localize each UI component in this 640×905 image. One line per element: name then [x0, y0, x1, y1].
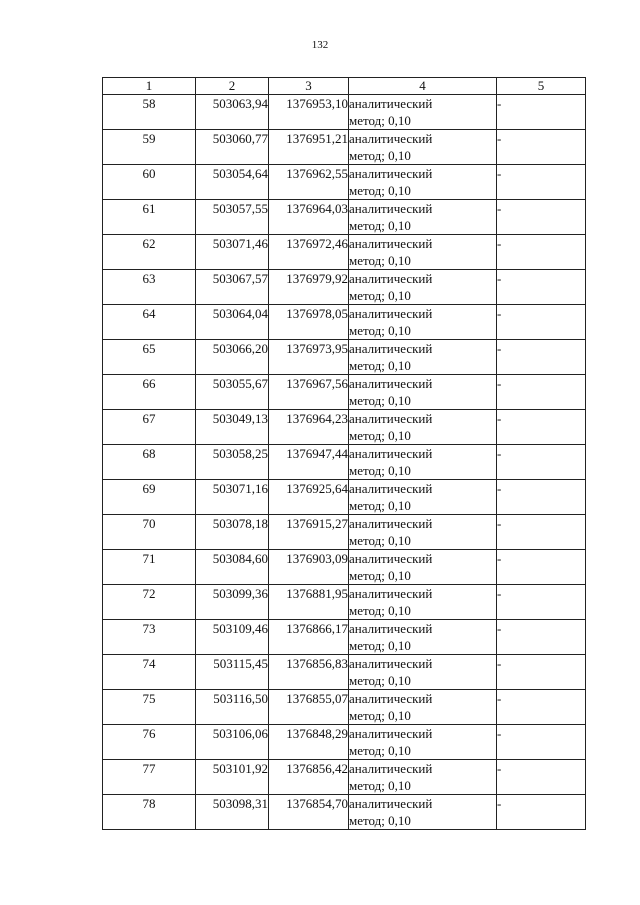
table-row [103, 620, 586, 655]
method-cell [349, 95, 497, 130]
x-coordinate-cell: 503116,50 [196, 690, 269, 725]
note-cell: - [497, 340, 586, 375]
point-number-cell: 72 [103, 585, 196, 620]
note-cell: - [497, 690, 586, 725]
table-row [103, 410, 586, 445]
method-line-1: аналитический [349, 376, 433, 391]
x-coordinate-cell: 503058,25 [196, 445, 269, 480]
method-cell [349, 480, 497, 515]
y-coordinate-cell: 1376915,27 [269, 515, 349, 550]
x-coordinate-cell: 503071,16 [196, 480, 269, 515]
y-coordinate-cell: 1376951,21 [269, 130, 349, 165]
table-row [103, 480, 586, 515]
y-coordinate-cell: 1376866,17 [269, 620, 349, 655]
y-coordinate-cell: 1376979,92 [269, 270, 349, 305]
method-line-2: метод; 0,10 [349, 533, 411, 548]
method-line-2: метод; 0,10 [349, 253, 411, 268]
table-row [103, 165, 586, 200]
method-line-1: аналитический [349, 691, 433, 706]
point-number-cell: 62 [103, 235, 196, 270]
point-number-cell: 70 [103, 515, 196, 550]
method-line-1: аналитический [349, 446, 433, 461]
method-line-1: аналитический [349, 516, 433, 531]
x-coordinate-cell: 503078,18 [196, 515, 269, 550]
table-body [103, 95, 586, 830]
x-coordinate-cell: 503084,60 [196, 550, 269, 585]
y-coordinate-cell: 1376925,64 [269, 480, 349, 515]
y-coordinate-cell: 1376855,07 [269, 690, 349, 725]
note-cell: - [497, 585, 586, 620]
point-number-cell: 66 [103, 375, 196, 410]
table-row [103, 690, 586, 725]
table-row [103, 585, 586, 620]
method-cell [349, 235, 497, 270]
method-line-1: аналитический [349, 551, 433, 566]
method-line-1: аналитический [349, 201, 433, 216]
coordinates-table [102, 77, 586, 830]
x-coordinate-cell: 503049,13 [196, 410, 269, 445]
method-cell [349, 130, 497, 165]
column-header-1: 1 [103, 78, 196, 95]
table-row [103, 445, 586, 480]
method-cell [349, 795, 497, 830]
table-row [103, 200, 586, 235]
table-row [103, 760, 586, 795]
x-coordinate-cell: 503099,36 [196, 585, 269, 620]
y-coordinate-cell: 1376947,44 [269, 445, 349, 480]
note-cell: - [497, 200, 586, 235]
point-number-cell: 71 [103, 550, 196, 585]
y-coordinate-cell: 1376962,55 [269, 165, 349, 200]
method-line-2: метод; 0,10 [349, 813, 411, 828]
note-cell: - [497, 375, 586, 410]
point-number-cell: 59 [103, 130, 196, 165]
point-number-cell: 67 [103, 410, 196, 445]
x-coordinate-cell: 503098,31 [196, 795, 269, 830]
table-row [103, 655, 586, 690]
point-number-cell: 74 [103, 655, 196, 690]
table-row [103, 130, 586, 165]
note-cell: - [497, 655, 586, 690]
x-coordinate-cell: 503063,94 [196, 95, 269, 130]
method-cell [349, 305, 497, 340]
x-coordinate-cell: 503064,04 [196, 305, 269, 340]
point-number-cell: 61 [103, 200, 196, 235]
note-cell: - [497, 515, 586, 550]
method-line-2: метод; 0,10 [349, 638, 411, 653]
note-cell: - [497, 130, 586, 165]
y-coordinate-cell: 1376854,70 [269, 795, 349, 830]
point-number-cell: 63 [103, 270, 196, 305]
method-line-1: аналитический [349, 306, 433, 321]
column-header-3: 3 [269, 78, 349, 95]
method-cell [349, 725, 497, 760]
method-line-2: метод; 0,10 [349, 673, 411, 688]
y-coordinate-cell: 1376973,95 [269, 340, 349, 375]
method-line-1: аналитический [349, 341, 433, 356]
x-coordinate-cell: 503109,46 [196, 620, 269, 655]
note-cell: - [497, 95, 586, 130]
table-row [103, 340, 586, 375]
method-line-2: метод; 0,10 [349, 463, 411, 478]
method-line-2: метод; 0,10 [349, 428, 411, 443]
point-number-cell: 65 [103, 340, 196, 375]
method-line-1: аналитический [349, 96, 433, 111]
method-line-2: метод; 0,10 [349, 323, 411, 338]
x-coordinate-cell: 503055,67 [196, 375, 269, 410]
method-line-1: аналитический [349, 236, 433, 251]
column-header-4: 4 [349, 78, 497, 95]
note-cell: - [497, 410, 586, 445]
x-coordinate-cell: 503057,55 [196, 200, 269, 235]
note-cell: - [497, 235, 586, 270]
method-cell [349, 585, 497, 620]
method-line-1: аналитический [349, 586, 433, 601]
y-coordinate-cell: 1376856,42 [269, 760, 349, 795]
x-coordinate-cell: 503054,64 [196, 165, 269, 200]
table-row [103, 515, 586, 550]
table-row [103, 795, 586, 830]
table-row [103, 305, 586, 340]
point-number-cell: 78 [103, 795, 196, 830]
point-number-cell: 64 [103, 305, 196, 340]
note-cell: - [497, 445, 586, 480]
method-line-2: метод; 0,10 [349, 288, 411, 303]
point-number-cell: 75 [103, 690, 196, 725]
method-line-2: метод; 0,10 [349, 568, 411, 583]
method-line-2: метод; 0,10 [349, 113, 411, 128]
y-coordinate-cell: 1376967,56 [269, 375, 349, 410]
method-line-2: метод; 0,10 [349, 358, 411, 373]
point-number-cell: 76 [103, 725, 196, 760]
note-cell: - [497, 270, 586, 305]
point-number-cell: 68 [103, 445, 196, 480]
method-cell [349, 375, 497, 410]
table-row [103, 270, 586, 305]
method-line-1: аналитический [349, 131, 433, 146]
point-number-cell: 77 [103, 760, 196, 795]
point-number-cell: 69 [103, 480, 196, 515]
table-row [103, 235, 586, 270]
y-coordinate-cell: 1376856,83 [269, 655, 349, 690]
method-cell [349, 340, 497, 375]
table-header [103, 78, 586, 95]
x-coordinate-cell: 503060,77 [196, 130, 269, 165]
method-line-1: аналитический [349, 726, 433, 741]
y-coordinate-cell: 1376903,09 [269, 550, 349, 585]
point-number-cell: 58 [103, 95, 196, 130]
method-line-2: метод; 0,10 [349, 498, 411, 513]
table-row [103, 95, 586, 130]
y-coordinate-cell: 1376972,46 [269, 235, 349, 270]
x-coordinate-cell: 503071,46 [196, 235, 269, 270]
x-coordinate-cell: 503101,92 [196, 760, 269, 795]
point-number-cell: 60 [103, 165, 196, 200]
y-coordinate-cell: 1376881,95 [269, 585, 349, 620]
method-line-2: метод; 0,10 [349, 743, 411, 758]
y-coordinate-cell: 1376964,23 [269, 410, 349, 445]
method-line-1: аналитический [349, 761, 433, 776]
method-cell [349, 690, 497, 725]
method-cell [349, 200, 497, 235]
x-coordinate-cell: 503115,45 [196, 655, 269, 690]
y-coordinate-cell: 1376848,29 [269, 725, 349, 760]
note-cell: - [497, 620, 586, 655]
x-coordinate-cell: 503066,20 [196, 340, 269, 375]
note-cell: - [497, 550, 586, 585]
method-line-2: метод; 0,10 [349, 148, 411, 163]
method-cell [349, 620, 497, 655]
x-coordinate-cell: 503106,06 [196, 725, 269, 760]
table-row [103, 375, 586, 410]
method-cell [349, 760, 497, 795]
method-cell [349, 270, 497, 305]
method-cell [349, 515, 497, 550]
method-line-2: метод; 0,10 [349, 708, 411, 723]
method-line-2: метод; 0,10 [349, 778, 411, 793]
method-cell [349, 655, 497, 690]
method-cell [349, 410, 497, 445]
method-line-1: аналитический [349, 621, 433, 636]
method-line-1: аналитический [349, 411, 433, 426]
note-cell: - [497, 165, 586, 200]
method-line-2: метод; 0,10 [349, 603, 411, 618]
method-cell [349, 550, 497, 585]
y-coordinate-cell: 1376953,10 [269, 95, 349, 130]
note-cell: - [497, 760, 586, 795]
method-line-2: метод; 0,10 [349, 393, 411, 408]
method-line-2: метод; 0,10 [349, 218, 411, 233]
method-line-1: аналитический [349, 656, 433, 671]
header-row [103, 78, 586, 95]
method-cell [349, 445, 497, 480]
method-line-1: аналитический [349, 271, 433, 286]
method-line-1: аналитический [349, 481, 433, 496]
page-number: 132 [311, 39, 329, 51]
note-cell: - [497, 480, 586, 515]
table-row [103, 550, 586, 585]
method-line-1: аналитический [349, 796, 433, 811]
table-row [103, 725, 586, 760]
method-cell [349, 165, 497, 200]
y-coordinate-cell: 1376978,05 [269, 305, 349, 340]
point-number-cell: 73 [103, 620, 196, 655]
column-header-5: 5 [497, 78, 586, 95]
y-coordinate-cell: 1376964,03 [269, 200, 349, 235]
x-coordinate-cell: 503067,57 [196, 270, 269, 305]
note-cell: - [497, 725, 586, 760]
method-line-2: метод; 0,10 [349, 183, 411, 198]
note-cell: - [497, 305, 586, 340]
column-header-2: 2 [196, 78, 269, 95]
method-line-1: аналитический [349, 166, 433, 181]
note-cell: - [497, 795, 586, 830]
